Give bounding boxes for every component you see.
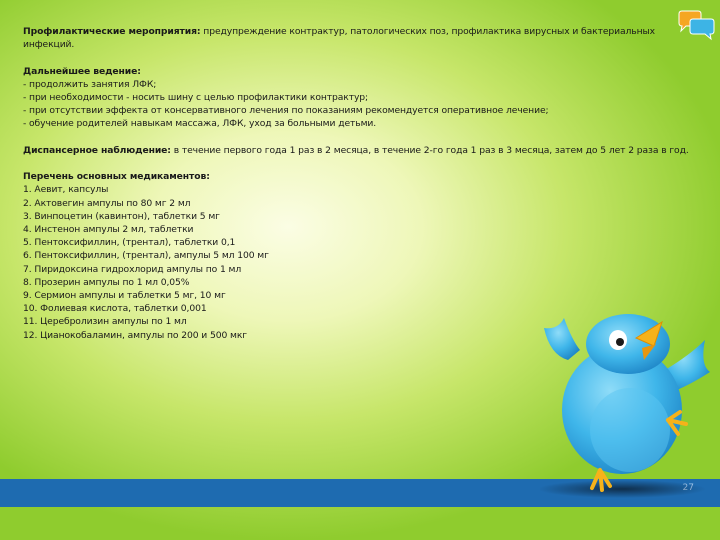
followup-item: - при отсутствии эффекта от консервативного лечения по показаниям рекомендуется оперативное лечение; <box>23 105 549 117</box>
medication-item: 4. Инстенон ампулы 2 мл, таблетки <box>23 224 194 235</box>
prophylaxis-label: Профилактические мероприятия: <box>23 26 201 37</box>
medication-item: 10. Фолиевая кислота, таблетки 0,001 <box>23 303 207 315</box>
medication-item: 6. Пентоксифиллин, (трентал), ампулы 5 мл 100 мг <box>23 250 269 262</box>
medications-title: Перечень основных медикаментов: <box>23 171 210 183</box>
followup-title: Дальнейшее ведение: <box>23 65 141 77</box>
prophylaxis-text: предупреждение контрактур, патологических поз, профилактика вирусных и бактериальных инфекций. <box>23 26 656 51</box>
medication-item: 9. Сермион ампулы и таблетки 5 мг, 10 мг <box>23 290 226 302</box>
medication-item: 7. Пиридоксина гидрохлорид ампулы по 1 мл <box>23 263 242 275</box>
speech-bubbles-icon <box>676 10 716 42</box>
followup-item: - обучение родителей навыкам массажа, ЛФК, уход за больными детьми. <box>23 118 377 130</box>
medication-item: 8. Прозерин ампулы по 1 мл 0,05% <box>23 276 190 288</box>
followup-item: - при необходимости - носить шину с целью профилактики контрактур; <box>23 92 369 103</box>
medication-item: 5. Пентоксифиллин, (трентал), таблетки 0,1 <box>23 237 236 249</box>
dispensary-text: в течение первого года 1 раз в 2 месяца, в течение 2-го года 1 раз в 3 месяца, затем до 5 лет 2 раза в год. <box>170 144 689 156</box>
dispensary-label: Диспансерное наблюдение: <box>23 144 171 156</box>
medication-item: 2. Актовегин ампулы по 80 мг 2 мл <box>23 197 191 209</box>
bird-mascot-icon <box>540 300 720 500</box>
medication-item: 3. Винпоцетин (кавинтон), таблетки 5 мг <box>23 210 220 222</box>
dispensary-paragraph <box>23 144 691 157</box>
medication-item: 1. Аевит, капсулы <box>23 184 109 196</box>
followup-item: - продолжить занятия ЛФК; <box>23 78 157 90</box>
medication-item: 12. Цианокобаламин, ампулы по 200 и 500 мкг <box>23 329 248 341</box>
prophylaxis-paragraph <box>23 25 691 51</box>
medication-item: 11. Церебролизин ампулы по 1 мл <box>23 316 187 328</box>
slide-content <box>23 25 691 342</box>
